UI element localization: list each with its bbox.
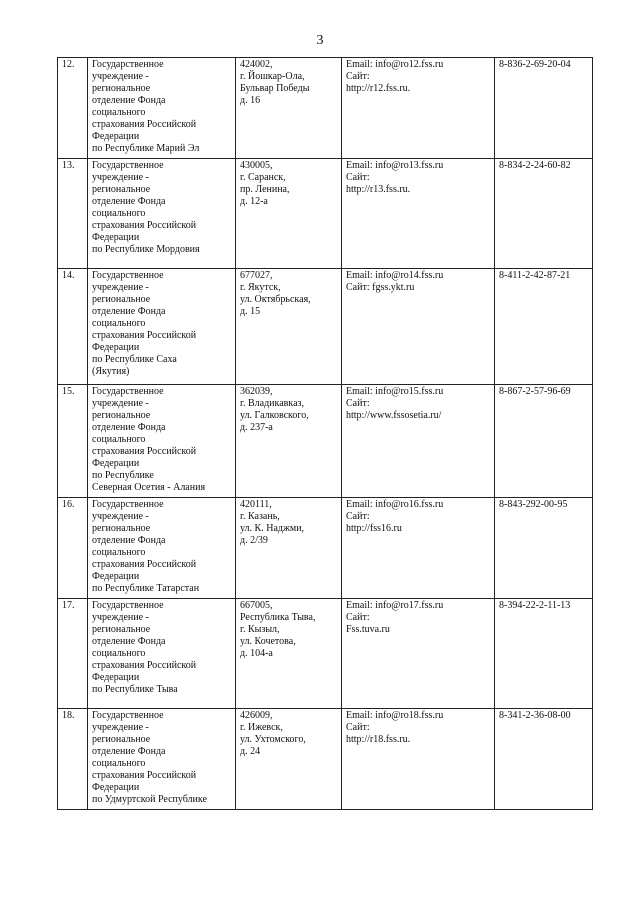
table-row [58, 58, 593, 159]
institution-name-line: отделение Фонда [92, 95, 166, 106]
address-cell [236, 709, 342, 810]
address-line: 677027, [240, 270, 273, 281]
address-line: д. 24 [240, 746, 261, 757]
contact-cell [342, 709, 495, 810]
row-number-cell [58, 385, 88, 498]
contact-link[interactable]: http://r13.fss.ru. [346, 184, 411, 195]
institution-name-line: региональное [92, 294, 151, 305]
contact-link[interactable]: http://www.fssosetia.ru/ [346, 410, 442, 421]
row-number: 18. [62, 710, 75, 721]
institution-name-line: по Республике Татарстан [92, 583, 200, 594]
row-number: 16. [62, 499, 75, 510]
institution-name-line: по Республике [92, 470, 154, 481]
address-cell [236, 599, 342, 709]
contact-link[interactable]: http://r12.fss.ru. [346, 83, 411, 94]
table-row [58, 269, 593, 385]
institution-name-line: страхования Российской [92, 119, 197, 130]
address-line: 426009, [240, 710, 273, 721]
address-line: Бульвар Победы [240, 83, 310, 94]
institution-name-line: Государственное [92, 600, 164, 611]
institution-name-line: отделение Фонда [92, 196, 166, 207]
contact-link[interactable]: http://fss16.ru [346, 523, 402, 534]
phone-cell [495, 385, 593, 498]
contact-cell [342, 385, 495, 498]
contact-link[interactable]: http://r18.fss.ru. [346, 734, 411, 745]
phone-number: 8-867-2-57-96-69 [499, 386, 571, 397]
institution-name-line: Федерации [92, 232, 140, 243]
institution-name-line: по Республике Мордовия [92, 244, 200, 255]
address-line: ул. К. Наджми, [240, 523, 305, 534]
institution-name-line: по Удмуртской Республике [92, 794, 207, 805]
institution-name-line: отделение Фонда [92, 422, 166, 433]
contact-line: Сайт: [346, 612, 370, 623]
address-cell [236, 385, 342, 498]
phone-cell [495, 599, 593, 709]
institution-name-line: Государственное [92, 499, 164, 510]
address-line: г. Саранск, [240, 172, 286, 183]
institution-name-line: Федерации [92, 571, 140, 582]
institution-name-line: региональное [92, 734, 151, 745]
institution-name-line: Государственное [92, 59, 164, 70]
phone-number: 8-394-22-2-11-13 [499, 600, 571, 611]
contact-link[interactable]: Email: info@ro18.fss.ru [346, 710, 444, 721]
phone-number: 8-836-2-69-20-04 [499, 59, 571, 70]
contact-link[interactable]: Email: info@ro13.fss.ru [346, 160, 444, 171]
institution-name-line: учреждение - [92, 172, 149, 183]
institution-name-line: Федерации [92, 342, 140, 353]
page-number: 3 [316, 33, 324, 48]
address-line: г. Ижевск, [240, 722, 283, 733]
institution-name-line: страхования Российской [92, 330, 197, 341]
institution-name-cell [88, 599, 236, 709]
institution-name-line: Северная Осетия - Алания [92, 482, 206, 493]
institution-name-line: (Якутия) [92, 366, 130, 377]
institution-name-cell [88, 159, 236, 269]
institution-name-line: Государственное [92, 386, 164, 397]
address-line: 424002, [240, 59, 273, 70]
address-line: д. 237-а [240, 422, 273, 433]
address-line: г. Владикавказ, [240, 398, 304, 409]
address-line: д. 2/39 [240, 535, 268, 546]
address-line: д. 104-а [240, 648, 273, 659]
address-cell [236, 269, 342, 385]
institution-name-cell [88, 269, 236, 385]
institution-name-line: региональное [92, 410, 151, 421]
institution-name-line: региональное [92, 523, 151, 534]
institution-name-line: страхования Российской [92, 559, 197, 570]
contact-line: Сайт: [346, 172, 370, 183]
table-row [58, 498, 593, 599]
regional-offices-table [57, 57, 593, 810]
address-line: 430005, [240, 160, 273, 171]
phone-number: 8-411-2-42-87-21 [499, 270, 571, 281]
address-line: ул. Ухтомского, [240, 734, 306, 745]
address-line: д. 15 [240, 306, 261, 317]
institution-name-line: учреждение - [92, 282, 149, 293]
institution-name-line: по Республике Тыва [92, 684, 178, 695]
address-line: ул. Галковского, [240, 410, 309, 421]
contact-cell [342, 498, 495, 599]
contact-line: Сайт: [346, 722, 370, 733]
phone-number: 8-843-292-00-95 [499, 499, 568, 510]
address-line: г. Йошкар-Ола, [240, 71, 305, 82]
institution-name-cell [88, 385, 236, 498]
institution-name-cell [88, 709, 236, 810]
row-number-cell [58, 58, 88, 159]
row-number: 15. [62, 386, 75, 397]
institution-name-line: учреждение - [92, 398, 149, 409]
institution-name-line: страхования Российской [92, 220, 197, 231]
contact-cell [342, 159, 495, 269]
contact-link[interactable]: Email: info@ro16.fss.ru [346, 499, 444, 510]
address-cell [236, 498, 342, 599]
institution-name-line: страхования Российской [92, 446, 197, 457]
contact-line: Сайт: [346, 398, 370, 409]
institution-name-line: учреждение - [92, 612, 149, 623]
phone-cell [495, 58, 593, 159]
institution-name-line: Федерации [92, 782, 140, 793]
institution-name-line: социального [92, 648, 146, 659]
institution-name-line: социального [92, 547, 146, 558]
institution-name-line: отделение Фонда [92, 535, 166, 546]
table-row [58, 599, 593, 709]
institution-name-cell [88, 58, 236, 159]
institution-name-line: региональное [92, 83, 151, 94]
address-line: г. Казань, [240, 511, 280, 522]
institution-name-line: отделение Фонда [92, 306, 166, 317]
contact-cell [342, 269, 495, 385]
contact-link[interactable]: Сайт: fgss.ykt.ru [346, 282, 415, 293]
address-line: д. 16 [240, 95, 261, 106]
institution-name-line: Федерации [92, 131, 140, 142]
row-number: 17. [62, 600, 75, 611]
institution-name-line: учреждение - [92, 71, 149, 82]
phone-number: 8-834-2-24-60-82 [499, 160, 571, 171]
institution-name-line: Государственное [92, 270, 164, 281]
contact-link[interactable]: Email: info@ro14.fss.ru [346, 270, 444, 281]
institution-name-line: страхования Российской [92, 770, 197, 781]
institution-name-line: по Республике Саха [92, 354, 177, 365]
contact-link[interactable]: Email: info@ro17.fss.ru [346, 600, 444, 611]
address-cell [236, 58, 342, 159]
phone-cell [495, 159, 593, 269]
address-line: 667005, [240, 600, 273, 611]
table-row [58, 709, 593, 810]
contact-line: Сайт: [346, 511, 370, 522]
table-body [58, 58, 593, 810]
contact-cell [342, 58, 495, 159]
row-number-cell [58, 269, 88, 385]
address-cell [236, 159, 342, 269]
institution-name-line: отделение Фонда [92, 746, 166, 757]
address-line: д. 12-а [240, 196, 268, 207]
address-line: 420111, [240, 499, 272, 510]
row-number-cell [58, 599, 88, 709]
table-row [58, 159, 593, 269]
institution-name-line: региональное [92, 624, 151, 635]
institution-name-line: учреждение - [92, 511, 149, 522]
phone-cell [495, 498, 593, 599]
row-number-cell [58, 159, 88, 269]
row-number: 12. [62, 59, 75, 70]
institution-name-line: социального [92, 208, 146, 219]
phone-cell [495, 269, 593, 385]
address-line: 362039, [240, 386, 273, 397]
contact-cell [342, 599, 495, 709]
institution-name-line: отделение Фонда [92, 636, 166, 647]
address-line: г. Кызыл, [240, 624, 280, 635]
address-line: г. Якутск, [240, 282, 281, 293]
institution-name-line: социального [92, 318, 146, 329]
institution-name-line: социального [92, 434, 146, 445]
phone-number: 8-341-2-36-08-00 [499, 710, 571, 721]
contact-line: Сайт: [346, 71, 370, 82]
institution-name-cell [88, 498, 236, 599]
phone-cell [495, 709, 593, 810]
address-line: ул. Кочетова, [240, 636, 296, 647]
row-number: 14. [62, 270, 75, 281]
institution-name-line: Федерации [92, 458, 140, 469]
contact-link[interactable]: Fss.tuva.ru [346, 624, 390, 635]
address-line: ул. Октябрьская, [240, 294, 311, 305]
contact-link[interactable]: Email: info@ro12.fss.ru [346, 59, 444, 70]
institution-name-line: Федерации [92, 672, 140, 683]
institution-name-line: региональное [92, 184, 151, 195]
row-number-cell [58, 709, 88, 810]
institution-name-line: Государственное [92, 710, 164, 721]
table-row [58, 385, 593, 498]
institution-name-line: учреждение - [92, 722, 149, 733]
contact-link[interactable]: Email: info@ro15.fss.ru [346, 386, 444, 397]
row-number-cell [58, 498, 88, 599]
address-line: пр. Ленина, [240, 184, 290, 195]
institution-name-line: страхования Российской [92, 660, 197, 671]
institution-name-line: по Республике Марий Эл [92, 143, 200, 154]
institution-name-line: Государственное [92, 160, 164, 171]
address-line: Республика Тыва, [240, 612, 316, 623]
institution-name-line: социального [92, 107, 146, 118]
row-number: 13. [62, 160, 75, 171]
institution-name-line: социального [92, 758, 146, 769]
